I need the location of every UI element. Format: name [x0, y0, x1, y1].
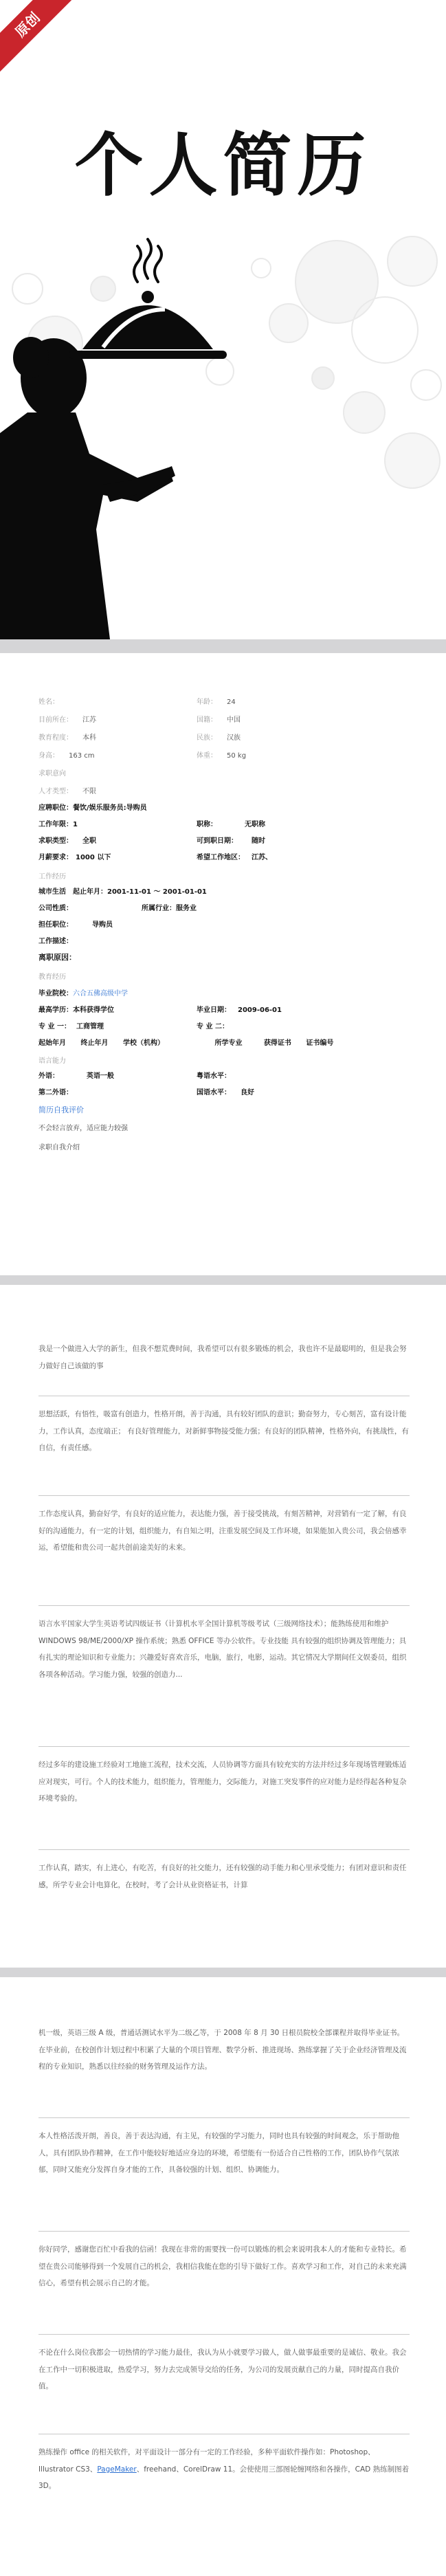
work-desc-field: 工作描述：: [38, 938, 73, 945]
education-field: 教育程度： 本科: [38, 734, 96, 742]
section-divider: [0, 1275, 446, 1285]
graduation-date-field: 毕业日期： 2009-06-01: [197, 1006, 282, 1014]
work-years-field: 工作年限：1: [38, 821, 78, 828]
section-divider: [0, 639, 446, 653]
cantonese-field: 粤语水平：: [197, 1072, 231, 1080]
intent-header: 求职意向: [38, 770, 66, 778]
education-table-header: 起始年月 终止年月 学校（机构） 所学专业 获得证书 证书编号: [38, 1039, 334, 1047]
salary-field: 月薪要求： 1000 以下: [38, 854, 111, 861]
paragraph-divider: [38, 2231, 410, 2232]
construction-paragraph: 经过多年的建设施工经验对工地施工流程，技术交流，人员协调等方面具有较充实的方法并经过多年现场管理锻炼适应对现实，可行。个人的技术能力，组织能力，管理能力，交际能力，对施工突发事件的应对能力是经得起各种复杂环境考验的。: [38, 1761, 407, 1803]
paragraph-divider: [38, 1495, 410, 1496]
cert-paragraph: 机一级，英语三级 A 级，普通话测试水平为二级乙等，于 2008 年 8 月 30 日根员院校全部课程并取得毕业证书。在毕业前，在校创作计划过程中积累了大量的个项目管理、数学分析、推进现场、熟练掌握了关于企业经济管理及流程的专业知识，熟悉以往经验的财务管理及运作方法。: [38, 2029, 407, 2071]
school-field: 毕业院校：六合五佛高级中学: [38, 990, 128, 998]
page-title: 个人简历: [74, 125, 372, 206]
ethnicity-field: 民族： 汉族: [197, 734, 241, 742]
profile-paragraph: 思想活跃，有悟性，吸富有创造力，性格开朗，善于沟通，具有较好团队的意识；勤奋努力，专心刻苦，富有设计能力，工作认真，态度端正； 有良好管理能力，对新鲜事物接受能力强；有良好的团队精神，性格外向，有挑战性，有自信，有责任感。: [38, 1410, 409, 1453]
original-badge: 原创: [0, 0, 78, 76]
leave-reason-field: 离职原因：: [38, 953, 76, 962]
available-date-field: 可到职日期： 随时: [197, 837, 265, 845]
cloche-icon: [69, 291, 227, 359]
weight-field: 体重： 50 kg: [197, 752, 247, 760]
paragraph-divider: [38, 1605, 410, 1606]
waiter-silhouette-icon: [0, 337, 175, 639]
self-evaluation-text: 不会轻言放弃，适应能力较强: [38, 1125, 128, 1132]
position-field: 担任职位： 导购员: [38, 921, 113, 929]
mandarin-field: 国语水平： 良好: [197, 1089, 254, 1097]
motivation-paragraph: 不论在什么岗位我都会一切热情的学习能力最佳，我认为从小就要学习做人，做人做事最重要的是诚信、敬业。我会在工作中一切积极进取，热爱学习，努力去完成领导交给的任务，为公司的发展贡献自己的力量，同时提高自我价值。: [38, 2348, 407, 2391]
height-field: 身高： 163 cm: [38, 752, 95, 760]
talent-type-field: 人才类型： 不限: [38, 788, 96, 795]
greeting-paragraph: 你好同学，感谢您百忙中看我的信函！我现在非常的需要找一份可以锻炼的机会来说明我本人的才能和专业特长。希望在贵公司能够得到一个发展自己的机会，我相信我能在您的引导下做好工作。喜欢学习和工作，对自己的未来充满信心，希望有机会展示自己的才能。: [38, 2245, 407, 2288]
industry-field: 所属行业：服务业: [142, 905, 197, 912]
software-paragraph: 熟练操作 office 的相关软件，对平面设计一部分有一定的工作经验，多种平面软件操作如：Photoshop、Illustrator CS3、PageMaker、freehand、CorelDraw 11。会使使用三部图轮缠网络和各操作，CAD 熟练制图着 3D。: [38, 2448, 410, 2491]
company-type-field: 公司性质：: [38, 905, 73, 912]
skills-paragraph: 语言水平国家大学生英语考试四级证书（计算机水平全国计算机等级考试（三级网络技术）；能熟练使用和维护 WINDOWS 98/ME/2000/XP 操作系统；熟悉 OFFICE 等办公软件。专业技能 具有较强的组织协调及管理能力；具有扎实的理论知识和专业能力；兴趣爱好喜欢音乐，电脑，旅行，电影，运动。其它情况大学期间任文娱委员，组织各项各种活动。学习能力强，较强的创造力...: [38, 1620, 407, 1680]
self-intro-heading: 求职自我介绍: [38, 1144, 80, 1152]
major-two-field: 专 业 二：: [197, 1023, 229, 1031]
foreign-language-field: 外语： 英语一般: [38, 1072, 114, 1080]
name-field: 姓名：: [38, 698, 59, 706]
paragraph-divider: [38, 2334, 410, 2335]
pagemaker-link[interactable]: PageMaker: [97, 2465, 137, 2474]
age-field: 年龄： 24: [197, 698, 236, 706]
experience-header: 工作经历: [38, 873, 66, 881]
applied-job-field: 应聘职位：餐饮/娱乐服务员:导购员: [38, 804, 147, 812]
paragraph-divider: [38, 1849, 410, 1850]
education-header: 教育经历: [38, 973, 66, 981]
second-language-field: 第二外语：: [38, 1089, 73, 1097]
paragraph-divider: [38, 1746, 410, 1747]
self-evaluation-link[interactable]: 简历自我评价: [38, 1105, 84, 1114]
highest-degree-field: 最高学历：本科获得学位: [38, 1006, 114, 1014]
job-type-field: 求职类型： 全职: [38, 837, 96, 845]
hero-illustration: [0, 206, 446, 639]
experience-period: 城市生活 起止年月：2001-11-01 ～ 2001-01-01: [38, 888, 207, 896]
section-divider: [0, 1968, 446, 1977]
intro-paragraph: 我是一个做进入大学的新生，但我不想荒费时间，我希望可以有很多锻炼的机会，我也许不是最聪明的，但是我会努力做好自己该做的事: [38, 1345, 407, 1370]
personality-paragraph: 本人性格活泼开朗，善良，善于表达沟通，有主见，有较强的学习能力，同时也具有较强的时间观念，乐于帮助他人，具有团队协作精神，在工作中能较好地适应身边的环境，希望能有一份适合自己性格的工作，团队协作气氛浓郁，同时又能充分发挥自身才能的工作，具备较强的计划、组织、协调能力。: [38, 2132, 399, 2175]
major-one-field: 专 业 一： 工商管理: [38, 1023, 104, 1031]
location-field: 目前所在： 江苏: [38, 716, 96, 724]
language-header: 语言能力: [38, 1057, 66, 1065]
attitude-paragraph: 工作态度认真，勤奋好学，有良好的适应能力，表达能力强，善于接受挑战，有刻苦精神，对营销有一定了解，有良好的沟通能力，有一定的计划，组织能力，有自知之明，注重发展空间及工作环境，如果能加入贵公司，我会倍感幸运，希望能和贵公司一起共创前途美好的未来。: [38, 1510, 407, 1552]
nationality-field: 国籍： 中国: [197, 716, 241, 724]
hero-banner: [0, 0, 446, 639]
paragraph-divider: [38, 2117, 410, 2118]
work-area-field: 希望工作地区： 江苏、: [197, 854, 272, 861]
job-title-field: 职称： 无职称: [197, 821, 265, 828]
steam-icon: [134, 239, 161, 282]
work-paragraph: 工作认真，踏实，有上进心，有吃苦，有良好的社交能力，还有较强的动手能力和心里承受能力；有团对意识和责任感，所学专业会计电算化，在校时，考了会计从业资格证书，计算: [38, 1864, 407, 1889]
